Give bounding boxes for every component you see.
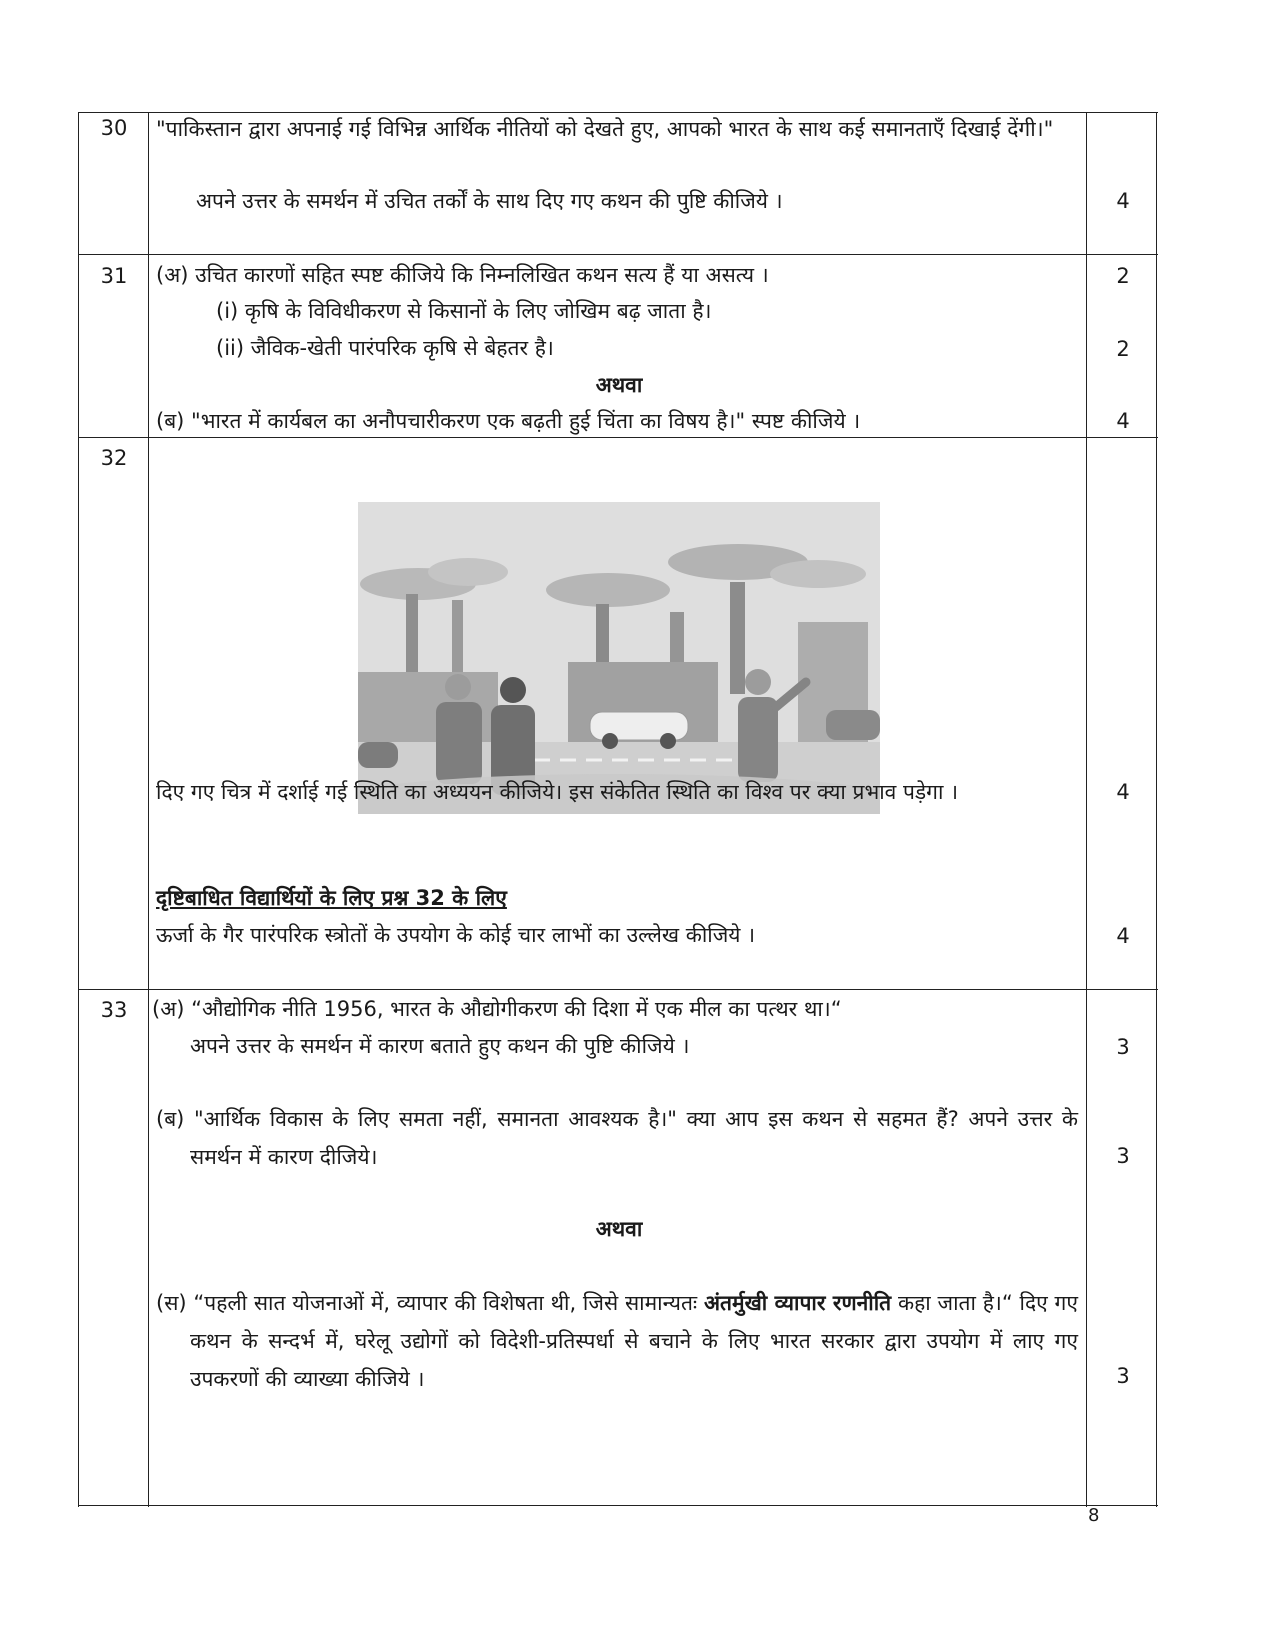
pollution-illustration xyxy=(358,502,880,814)
question-table xyxy=(78,112,1158,1507)
q30-instruction: अपने उत्तर के समर्थन में उचित तर्कों के साथ दिए गए कथन की पुष्टि कीजिये । xyxy=(196,189,783,213)
person-body xyxy=(436,702,482,784)
q32-visually-impaired-marks: 4 xyxy=(1116,924,1130,948)
q31-part-a-marks: 2 xyxy=(1116,264,1130,288)
question-number-30: 30 xyxy=(100,116,128,140)
q31-part-b-marks: 4 xyxy=(1116,409,1130,433)
smoke-cloud-left-2 xyxy=(428,558,508,586)
column-divider-number xyxy=(148,112,149,1507)
question-number-33: 33 xyxy=(100,998,128,1022)
question-number-32: 32 xyxy=(100,446,128,470)
table-border-bottom xyxy=(78,1505,1158,1506)
page-number: 8 xyxy=(1088,1505,1100,1526)
q30-marks: 4 xyxy=(1116,189,1130,213)
q32-marks: 4 xyxy=(1116,780,1130,804)
person-head xyxy=(745,669,771,695)
q32-visually-impaired-heading: दृष्टिबाधित विद्यार्थियों के लिए प्रश्न 32 के लिए xyxy=(156,886,507,910)
q33-part-b-marks: 3 xyxy=(1116,1144,1130,1168)
table-border-right xyxy=(1156,112,1157,1507)
q30-statement: "पाकिस्तान द्वारा अपनाई गई विभिन्न आर्थिक नीतियों को देखते हुए, आपको भारत के साथ कई समानताएँ दिखाई देंगी।" xyxy=(156,117,1054,141)
q33-or-label: अथवा xyxy=(595,1217,643,1241)
smoke-cloud-center xyxy=(546,573,670,607)
question-number-31: 31 xyxy=(100,264,128,288)
car-wheel xyxy=(660,733,676,749)
q31-part-a: (अ) उचित कारणों सहित स्पष्ट कीजिये कि निम्नलिखित कथन सत्य हैं या असत्य । xyxy=(156,263,769,287)
q32-question: दिए गए चित्र में दर्शाई गई स्थिति का अध्ययन कीजिये। इस संकेतित स्थिति का विश्व पर क्या प्रभाव पड़ेगा । xyxy=(156,780,959,804)
q31-part-b: (ब) "भारत में कार्यबल का अनौपचारीकरण एक बढ़ती हुई चिंता का विषय है।" स्पष्ट कीजिये । xyxy=(156,409,861,433)
table-border-left xyxy=(78,112,79,1507)
q33-part-c-marks: 3 xyxy=(1116,1364,1130,1388)
chimney xyxy=(730,582,745,694)
row-divider-30-31 xyxy=(78,254,1158,255)
q33-part-c-bold-term: अंतर्मुखी व्यापार रणनीति xyxy=(704,1291,892,1315)
person-head xyxy=(445,674,471,700)
q33-part-b: (ब) "आर्थिक विकास के लिए समता नहीं, समानता आवश्यक है।" क्या आप इस कथन से सहमत हैं? अपने उत्तर के समर्थन में कारण दीजिये। xyxy=(156,1107,1078,1169)
q31-statement-ii: (ii) जैविक-खेती पारंपरिक कृषि से बेहतर है। xyxy=(216,336,554,360)
q33-part-a-marks: 3 xyxy=(1116,1035,1130,1059)
q31-or-label: अथवा xyxy=(595,373,643,397)
q33-part-a: (अ) “औद्योगिक नीति 1956, भारत के औद्योगीकरण की दिशा में एक मील का पत्थर था।“ xyxy=(152,997,842,1021)
q31-statement-i: (i) कृषि के विविधीकरण से किसानों के लिए जोखिम बढ़ जाता है। xyxy=(216,299,712,323)
car-left xyxy=(358,742,398,768)
car-wheel xyxy=(602,733,618,749)
q33-part-a-instruction: अपने उत्तर के समर्थन में कारण बताते हुए कथन की पुष्टि कीजिये । xyxy=(190,1034,690,1058)
q33-part-c-text-2: कहा जाता है।“ दिए गए कथन के सन्दर्भ में, घरेलू उद्योगों को विदेशी-प्रतिस्पर्धा से बचाने के लिए भारत सरकार द्वारा उपयोग में लाए गए उपकरणों की व्याख्या कीजिये । xyxy=(190,1291,1078,1391)
q33-part-c xyxy=(156,1284,1078,1398)
q32-visually-impaired-question: ऊर्जा के गैर पारंपरिक स्त्रोतों के उपयोग के कोई चार लाभों का उल्लेख कीजिये । xyxy=(156,923,756,947)
smoke-cloud-right-2 xyxy=(770,560,866,588)
person-body xyxy=(738,697,778,782)
column-divider-marks xyxy=(1086,112,1087,1507)
q31-statement-ii-marks: 2 xyxy=(1116,337,1130,361)
q33-part-c-text-1: (स) “पहली सात योजनाओं में, व्यापार की विशेषता थी, जिसे सामान्यतः xyxy=(156,1291,698,1315)
car-right xyxy=(826,710,880,740)
person-head xyxy=(500,677,526,703)
